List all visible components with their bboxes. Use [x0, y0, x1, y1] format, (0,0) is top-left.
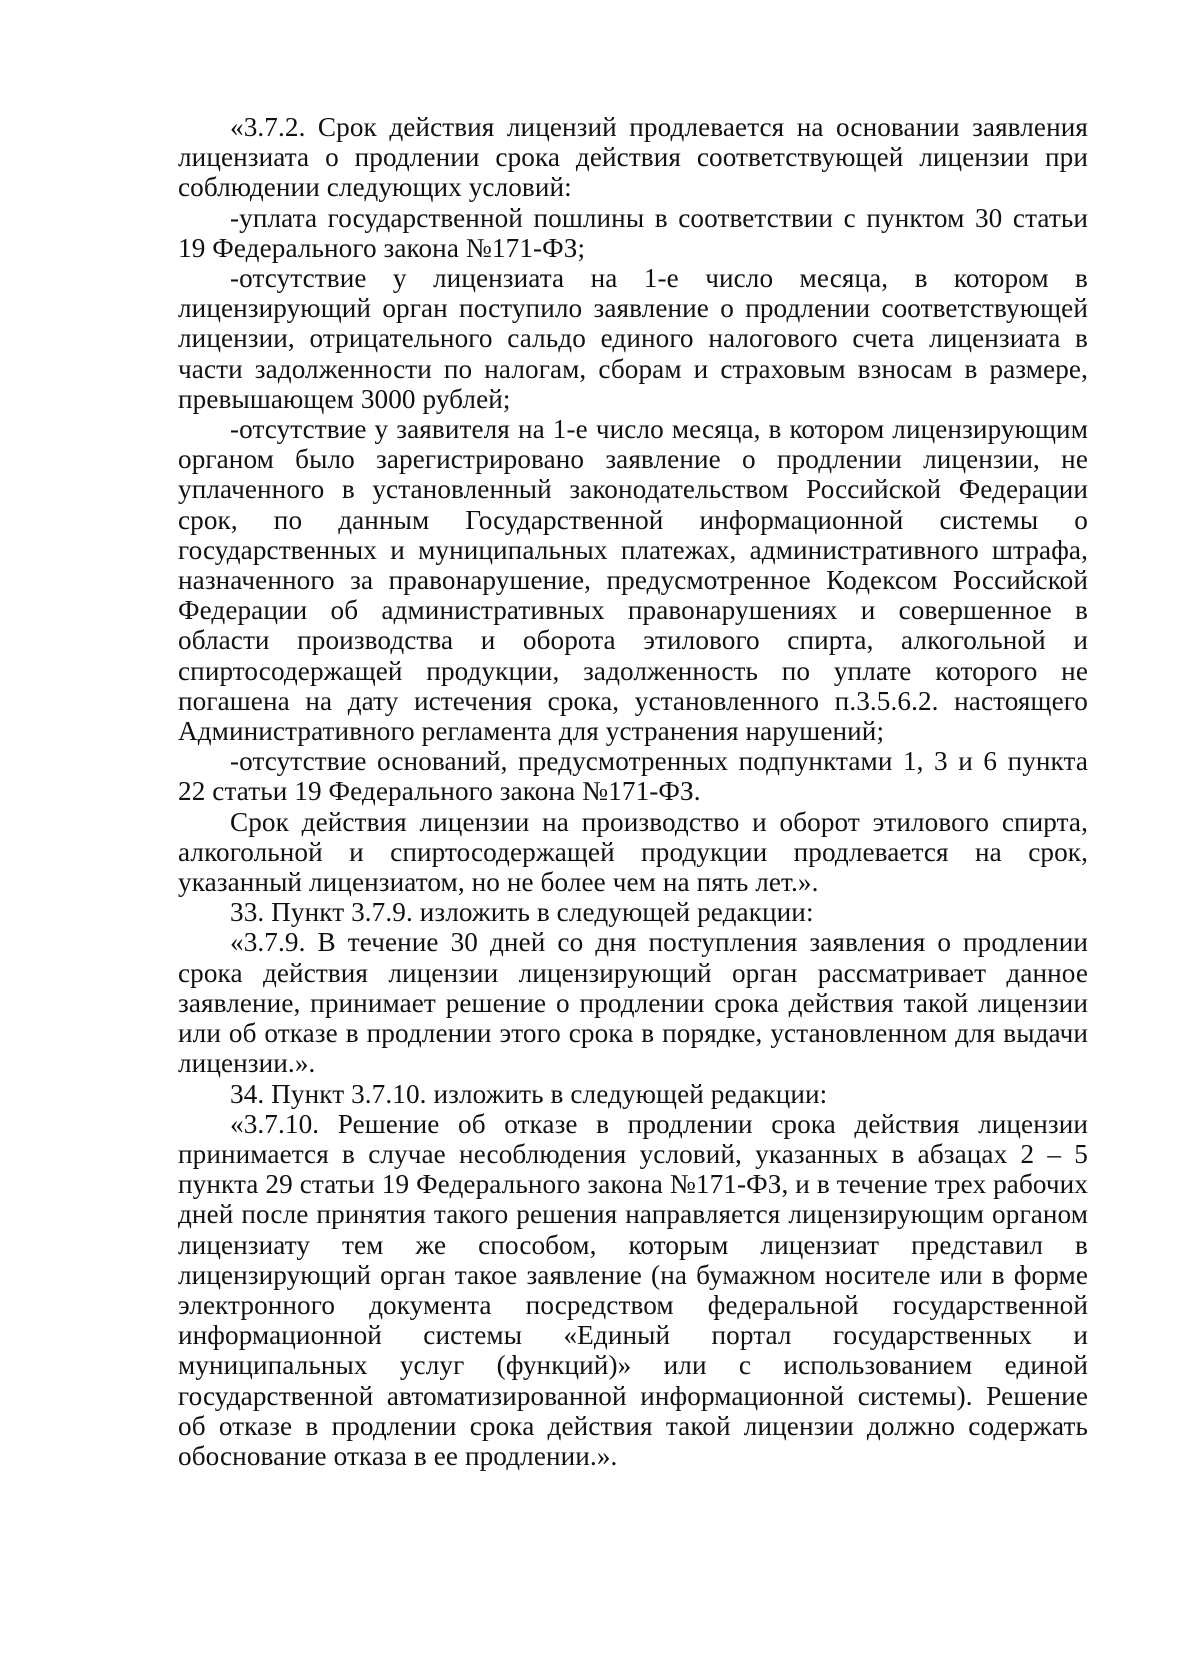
paragraph-condition-unpaid-fine: -отсутствие у заявителя на 1-е число месяца, в котором лицензирующим органом было зарегистрировано заявление о продлении лицензии, не уплаченного в установленный законодательством Российской Федерации срок, по данным Государственной информационной системы о государственных и муниципальных платежах, административного штрафа, назначенного за правонарушение, предусмотренное Кодексом Российской Федерации об административных правонарушениях и совершенное в области производства и оборота этилового спирта, алкогольной и спиртосодержащей продукции, задолженность по уплате которого не погашена на дату истечения срока, установленного п.3.5.6.2. настоящего Административного регламента для устранения нарушений;	[178, 414, 1088, 747]
paragraph-item-34: 34. Пункт 3.7.10. изложить в следующей редакции:	[230, 1078, 828, 1109]
paragraph-condition-state-fee: -уплата государственной пошлины в соответствии с пунктом 30 статьи 19 Федерального закона №171-ФЗ;	[178, 202, 1088, 263]
paragraph-3-7-9: «3.7.9. В течение 30 дней со дня поступления заявления о продлении срока действия лицензии лицензирующий орган рассматривает данное заявление, принимает решение о продлении срока действия такой лицензии или об отказе в продлении этого срока в порядке, установленном для выдачи лицензии.».	[178, 927, 1088, 1079]
paragraph-3-7-10: «3.7.10. Решение об отказе в продлении срока действия лицензии принимается в случае несоблюдения условий, указанных в абзацах 2 – 5 пункта 29 статьи 19 Федерального закона №171-ФЗ, и в течение трех рабочих дней после принятия такого решения направляется лицензирующим органом лицензиату тем же способом, которым лицензиат представил в лицензирующий орган такое заявление (на бумажном носителе или в форме электронного документа посредством федеральной государственной информационной системы «Единый портал государственных и муниципальных услуг (функций)» или с использованием единой государственной автоматизированной информационной системы). Решение об отказе в продлении срока действия такой лицензии должно содержать обоснование отказа в ее продлении.».	[178, 1108, 1088, 1471]
paragraph-item-33: 33. Пункт 3.7.9. изложить в следующей редакции:	[230, 897, 814, 928]
paragraph-condition-no-grounds: -отсутствие оснований, предусмотренных подпунктами 1, 3 и 6 пункта 22 статьи 19 Федерального закона №171-ФЗ.	[178, 746, 1088, 807]
paragraph-license-term: Срок действия лицензии на производство и оборот этилового спирта, алкогольной и спиртосодержащей продукции продлевается на срок, указанный лицензиатом, но не более чем на пять лет.».	[178, 806, 1088, 898]
paragraph-3-7-2-intro: «3.7.2. Срок действия лицензий продлевается на основании заявления лицензиата о продлении срока действия соответствующей лицензии при соблюдении следующих условий:	[178, 112, 1088, 203]
paragraph-condition-tax-debt: -отсутствие у лицензиата на 1-е число месяца, в котором в лицензирующий орган поступило заявление о продлении соответствующей лицензии, отрицательного сальдо единого налогового счета лицензиата в части задолженности по налогам, сборам и страховым взносам в размере, превышающем 3000 рублей;	[178, 263, 1088, 414]
document-body	[178, 112, 1088, 1471]
